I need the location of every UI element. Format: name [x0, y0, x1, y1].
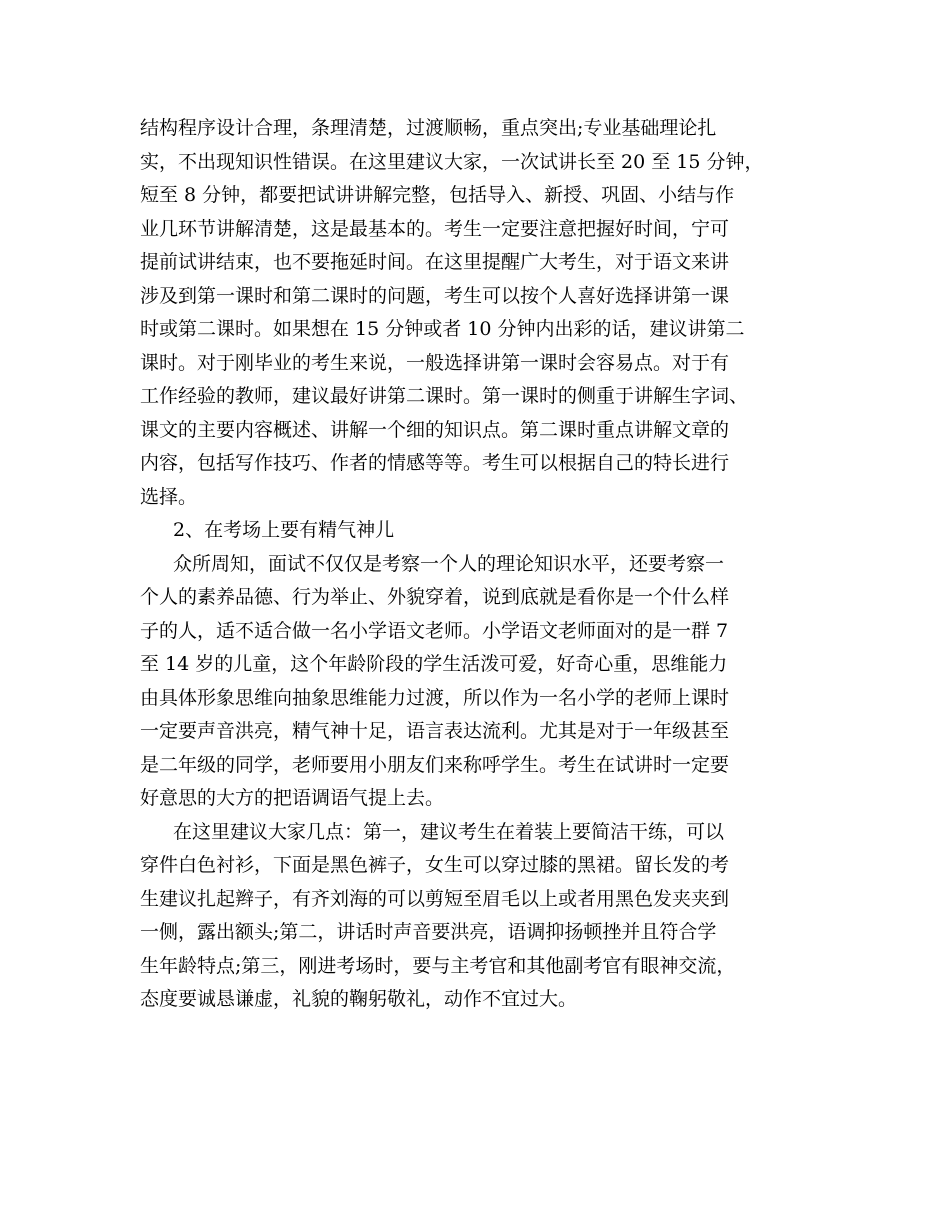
text-line: 内容，包括写作技巧、作者的情感等等。考生可以根据自己的特长进行: [140, 452, 730, 474]
text-line: 实，不出现知识性错误。在这里建议大家，一次试讲长至 20 至 15 分钟，: [140, 150, 764, 173]
text-line: 一侧，露出额头;第二，讲话时声音要洪亮，语调抑扬顿挫并且符合学: [140, 921, 717, 943]
text-line: 选择。: [140, 485, 198, 508]
paragraph-first-line: 2、在考场上要有精气神儿: [173, 519, 395, 541]
text-line: 业几环节讲解清楚，这是最基本的。考生一定要注意把握好时间，宁可: [140, 217, 730, 240]
text-line: 结构程序设计合理，条理清楚，过渡顺畅，重点突出;专业基础理论扎: [140, 117, 717, 139]
text-line: 时或第二课时。如果想在 15 分钟或者 10 分钟内出彩的话，建议讲第二: [140, 318, 745, 340]
text-line: 生年龄特点;第三，刚进考场时，要与主考官和其他副考官有眼神交流，: [140, 954, 736, 977]
text-line: 由具体形象思维向抽象思维能力过渡，所以作为一名小学的老师上课时: [140, 686, 730, 709]
text-line: 至 14 岁的儿童，这个年龄阶段的学生活泼可爱，好奇心重，思维能力: [140, 653, 728, 675]
text-line: 涉及到第一课时和第二课时的问题，考生可以按个人喜好选择讲第一课: [140, 284, 730, 307]
text-line: 生建议扎起辫子，有齐刘海的可以剪短至眉毛以上或者用黑色发夹夹到: [140, 887, 730, 910]
text-line: 一定要声音洪亮，精气神十足，语言表达流利。尤其是对于一年级甚至: [140, 720, 730, 742]
text-line: 个人的素养品德、行为举止、外貌穿着，说到底就是看你是一个什么样: [140, 586, 730, 608]
paragraph-first-line: 在这里建议大家几点：第一，建议考生在着装上要简洁干练，可以: [173, 820, 725, 843]
text-line: 子的人，适不适合做一名小学语文老师。小学语文老师面对的是一群 7: [140, 619, 729, 642]
text-line: 短至 8 分钟，都要把试讲讲解完整，包括导入、新授、巩固、小结与作: [140, 184, 735, 206]
text-line: 提前试讲结束，也不要拖延时间。在这里提醒广大考生，对于语文来讲: [140, 251, 730, 273]
text-line: 课文的主要内容概述、讲解一个细的知识点。第二课时重点讲解文章的: [140, 418, 730, 441]
text-line: 工作经验的教师，建议最好讲第二课时。第一课时的侧重于讲解生字词、: [140, 385, 749, 407]
text-line: 课时。对于刚毕业的考生来说，一般选择讲第一课时会容易点。对于有: [140, 351, 730, 374]
text-line: 态度要诚恳谦虚，礼貌的鞠躬敬礼，动作不宜过大。: [140, 988, 578, 1010]
text-line: 是二年级的同学，老师要用小朋友们来称呼学生。考生在试讲时一定要: [140, 753, 730, 776]
paragraph-first-line: 众所周知，面试不仅仅是考察一个人的理论知识水平，还要考察一: [173, 552, 725, 575]
text-line: 穿件白色衬衫，下面是黑色裤子，女生可以穿过膝的黑裙。留长发的考: [140, 854, 730, 876]
body-text: [140, 112, 840, 1017]
text-line: 好意思的大方的把语调语气提上去。: [140, 787, 445, 809]
